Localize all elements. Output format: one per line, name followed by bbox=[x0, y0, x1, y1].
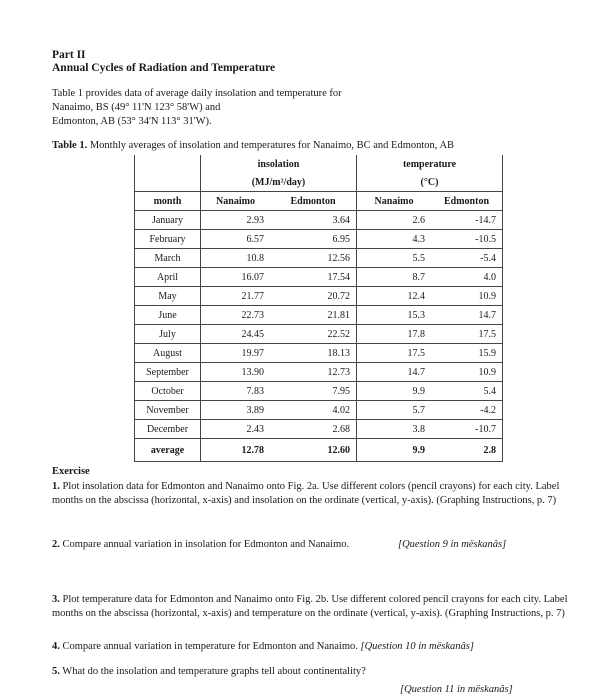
intro-line: Edmonton, AB (53° 34'N 113° 31'W). bbox=[52, 116, 212, 127]
cell-temp-nanaimo: 8.7 bbox=[357, 268, 432, 287]
cell-temp-edmonton: -10.7 bbox=[431, 420, 503, 439]
cell-month: January bbox=[135, 211, 201, 230]
table-row bbox=[135, 382, 503, 401]
table-row-average bbox=[135, 439, 503, 462]
cell-temp-nanaimo: 12.4 bbox=[357, 287, 432, 306]
cell-temp-edmonton: 4.0 bbox=[431, 268, 503, 287]
cell-ins-edmonton: 6.95 bbox=[270, 230, 357, 249]
col-header-ins-nanaimo: Nanaimo bbox=[201, 192, 271, 211]
cell-ins-edmonton: 20.72 bbox=[270, 287, 357, 306]
question-4-reference: [Question 10 in mëskanâs] bbox=[360, 641, 474, 652]
table-row bbox=[135, 287, 503, 306]
cell-ins-edmonton: 21.81 bbox=[270, 306, 357, 325]
question-3: 3. Plot temperature data for Edmonton and Nanaimo onto Fig. 2b. Use different colored pencil crayons for each city. Label months on the abscissa (horizontal, x-axis) and temperature on the ordinate (vertical, y-axis). (Graphing Instructions, p. 7) bbox=[52, 594, 568, 619]
table-caption bbox=[52, 140, 454, 151]
cell-temp-nanaimo: 9.9 bbox=[357, 382, 432, 401]
table-row bbox=[135, 344, 503, 363]
cell-temp-edmonton: 17.5 bbox=[431, 325, 503, 344]
cell-ins-edmonton: 22.52 bbox=[270, 325, 357, 344]
col-header-temp-nanaimo: Nanaimo bbox=[357, 192, 432, 211]
cell-month: May bbox=[135, 287, 201, 306]
cell-ins-nanaimo: 12.78 bbox=[201, 439, 271, 462]
cell-temp-edmonton: -10.5 bbox=[431, 230, 503, 249]
cell-ins-nanaimo: 22.73 bbox=[201, 306, 271, 325]
cell-temp-nanaimo: 2.6 bbox=[357, 211, 432, 230]
cell-ins-edmonton: 2.68 bbox=[270, 420, 357, 439]
intro-line: Table 1 provides data of average daily insolation and temperature for bbox=[52, 88, 342, 99]
cell-month: average bbox=[135, 439, 201, 462]
temperature-group-header: temperature bbox=[357, 155, 503, 173]
cell-month: November bbox=[135, 401, 201, 420]
temperature-unit: (°C) bbox=[357, 173, 503, 192]
table-row bbox=[135, 211, 503, 230]
cell-temp-nanaimo: 4.3 bbox=[357, 230, 432, 249]
cell-temp-nanaimo: 14.7 bbox=[357, 363, 432, 382]
cell-month: July bbox=[135, 325, 201, 344]
table-row bbox=[135, 325, 503, 344]
cell-ins-nanaimo: 16.07 bbox=[201, 268, 271, 287]
cell-ins-nanaimo: 19.97 bbox=[201, 344, 271, 363]
cell-ins-edmonton: 17.54 bbox=[270, 268, 357, 287]
cell-ins-nanaimo: 2.93 bbox=[201, 211, 271, 230]
cell-ins-edmonton: 12.60 bbox=[270, 439, 357, 462]
question-2-reference: [Question 9 in mëskanâs] bbox=[398, 539, 507, 550]
cell-temp-edmonton: 2.8 bbox=[431, 439, 503, 462]
cell-temp-edmonton: 14.7 bbox=[431, 306, 503, 325]
cell-ins-edmonton: 4.02 bbox=[270, 401, 357, 420]
cell-temp-edmonton: -14.7 bbox=[431, 211, 503, 230]
question-2: 2. Compare annual variation in insolation for Edmonton and Nanaimo. [Question 9 in mëskanâs] bbox=[52, 539, 507, 550]
cell-temp-nanaimo: 17.5 bbox=[357, 344, 432, 363]
cell-temp-nanaimo: 15.3 bbox=[357, 306, 432, 325]
col-header-temp-edmonton: Edmonton bbox=[431, 192, 503, 211]
question-5: 5. What do the insolation and temperature graphs tell about continentality? bbox=[52, 666, 366, 677]
insolation-group-header: insolation bbox=[201, 155, 357, 173]
cell-month: September bbox=[135, 363, 201, 382]
question-4: 4. Compare annual variation in temperature for Edmonton and Nanaimo. [Question 10 in mëskanâs] bbox=[52, 641, 474, 652]
col-header-month: month bbox=[135, 192, 201, 211]
cell-ins-edmonton: 18.13 bbox=[270, 344, 357, 363]
exercise-heading: Exercise bbox=[52, 466, 90, 477]
insolation-unit: (MJ/m²/day) bbox=[201, 173, 357, 192]
table-row bbox=[135, 230, 503, 249]
cell-month: February bbox=[135, 230, 201, 249]
table-row bbox=[135, 401, 503, 420]
cell-ins-nanaimo: 6.57 bbox=[201, 230, 271, 249]
cell-month: March bbox=[135, 249, 201, 268]
cell-temp-edmonton: 10.9 bbox=[431, 363, 503, 382]
cell-temp-nanaimo: 9.9 bbox=[357, 439, 432, 462]
cell-ins-edmonton: 12.56 bbox=[270, 249, 357, 268]
cell-month: October bbox=[135, 382, 201, 401]
cell-ins-nanaimo: 2.43 bbox=[201, 420, 271, 439]
table-row bbox=[135, 249, 503, 268]
cell-temp-nanaimo: 5.5 bbox=[357, 249, 432, 268]
intro-line: Nanaimo, BS (49° 11'N 123° 58'W) and bbox=[52, 102, 221, 113]
cell-temp-nanaimo: 5.7 bbox=[357, 401, 432, 420]
table-row bbox=[135, 306, 503, 325]
cell-ins-nanaimo: 3.89 bbox=[201, 401, 271, 420]
cell-month: December bbox=[135, 420, 201, 439]
cell-ins-nanaimo: 13.90 bbox=[201, 363, 271, 382]
table-caption-label: Table 1. bbox=[52, 140, 88, 151]
cell-month: August bbox=[135, 344, 201, 363]
cell-temp-nanaimo: 3.8 bbox=[357, 420, 432, 439]
col-header-ins-edmonton: Edmonton bbox=[270, 192, 357, 211]
question-1: 1. Plot insolation data for Edmonton and Nanaimo onto Fig. 2a. Use different colors (pencil crayons) for each city. Label months on the abscissa (horizontal, x-axis) and insolation on the ordinate (vertical, y-axis). (Graphing Instructions, p. 7) bbox=[52, 481, 560, 506]
table-row bbox=[135, 363, 503, 382]
cell-temp-edmonton: -5.4 bbox=[431, 249, 503, 268]
question-5-reference: [Question 11 in mëskanâs] bbox=[400, 684, 513, 695]
section-title: Annual Cycles of Radiation and Temperature bbox=[52, 62, 276, 74]
data-table bbox=[134, 155, 503, 462]
cell-month: April bbox=[135, 268, 201, 287]
intro-paragraph bbox=[52, 87, 342, 129]
table-caption-text: Monthly averages of insolation and temperatures for Nanaimo, BC and Edmonton, AB bbox=[87, 140, 455, 151]
table-row bbox=[135, 268, 503, 287]
cell-temp-edmonton: 5.4 bbox=[431, 382, 503, 401]
table-row bbox=[135, 420, 503, 439]
cell-ins-edmonton: 12.73 bbox=[270, 363, 357, 382]
cell-temp-nanaimo: 17.8 bbox=[357, 325, 432, 344]
cell-ins-edmonton: 7.95 bbox=[270, 382, 357, 401]
cell-ins-nanaimo: 24.45 bbox=[201, 325, 271, 344]
cell-month: June bbox=[135, 306, 201, 325]
cell-ins-nanaimo: 21.77 bbox=[201, 287, 271, 306]
cell-temp-edmonton: 15.9 bbox=[431, 344, 503, 363]
cell-temp-edmonton: -4.2 bbox=[431, 401, 503, 420]
cell-ins-nanaimo: 10.8 bbox=[201, 249, 271, 268]
cell-ins-edmonton: 3.64 bbox=[270, 211, 357, 230]
cell-ins-nanaimo: 7.83 bbox=[201, 382, 271, 401]
cell-temp-edmonton: 10.9 bbox=[431, 287, 503, 306]
part-label: Part II bbox=[52, 49, 86, 61]
